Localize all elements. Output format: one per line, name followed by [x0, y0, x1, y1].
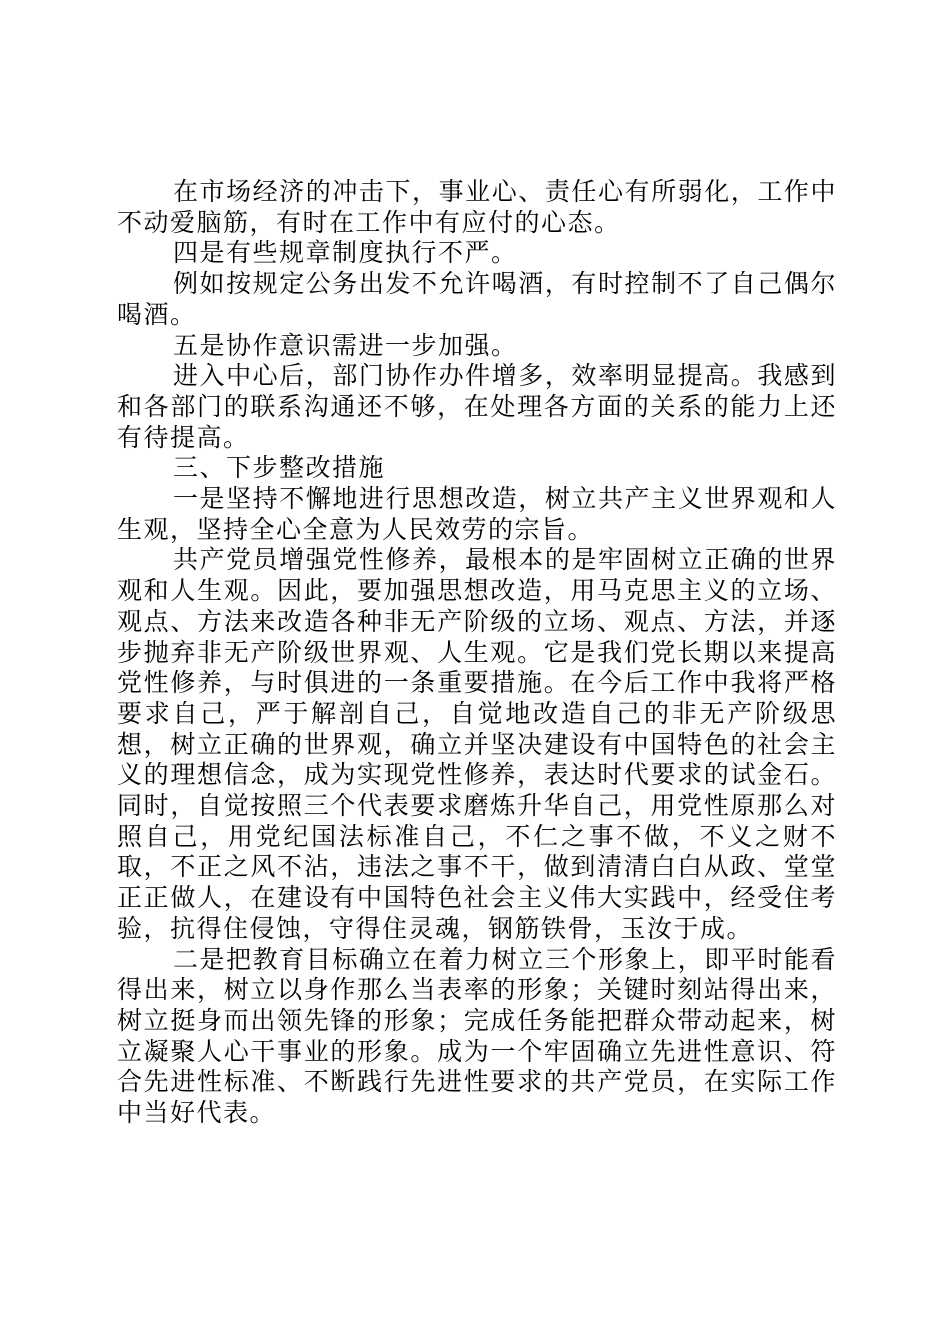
paragraph-7: 一是坚持不懈地进行思想改造，树立共产主义世界观和人生观，坚持全心全意为人民效劳的宗旨。 — [117, 484, 837, 544]
paragraph-8: 共产党员增强党性修养，最根本的是牢固树立正确的世界观和人生观。因此，要加强思想改造，用马克思主义的立场、观点、方法来改造各种非无产阶级的立场、观点、方法，并逐步抛弃非无产阶级世界观、人生观。它是我们党长期以来提高党性修养，与时俱进的一条重要措施。在今后工作中我将严格要求自己，严于解剖自己，自觉地改造自己的非无产阶级思想，树立正确的世界观，确立并坚决建设有中国特色的社会主义的理想信念，成为实现党性修养，表达时代要求的试金石。同时，自觉按照三个代表要求磨炼升华自己，用党性原那么对照自己，用党纪国法标准自己，不仁之事不做，不义之财不取，不正之风不沾，违法之事不干，做到清清白白从政、堂堂正正做人，在建设有中国特色社会主义伟大实践中，经受住考验，抗得住侵蚀，守得住灵魂，钢筋铁骨，玉汝于成。 — [117, 545, 837, 943]
section-heading: 三、下步整改措施 — [173, 453, 386, 483]
document-body — [117, 177, 837, 1129]
paragraph-9: 二是把教育目标确立在着力树立三个形象上，即平时能看得出来，树立以身作那么当表率的形象；关键时刻站得出来，树立挺身而出领先锋的形象；完成任务能把群众带动起来，树立凝聚人心干事业的形象。成为一个牢固确立先进性意识、符合先进性标准、不断践行先进性要求的共产党员，在实际工作中当好代表。 — [117, 944, 837, 1128]
paragraph-5: 进入中心后，部门协作办件增多，效率明显提高。我感到和各部门的联系沟通还不够，在处理各方面的关系的能力上还有待提高。 — [117, 361, 837, 452]
paragraph-4: 五是协作意识需进一步加强。 — [173, 330, 518, 360]
paragraph-2: 四是有些规章制度执行不严。 — [173, 238, 518, 268]
paragraph-3: 例如按规定公务出发不允许喝酒，有时控制不了自己偶尔喝酒。 — [117, 269, 837, 329]
paragraph-1: 在市场经济的冲击下，事业心、责任心有所弱化，工作中不动爱脑筋，有时在工作中有应付的心态。 — [117, 177, 837, 237]
